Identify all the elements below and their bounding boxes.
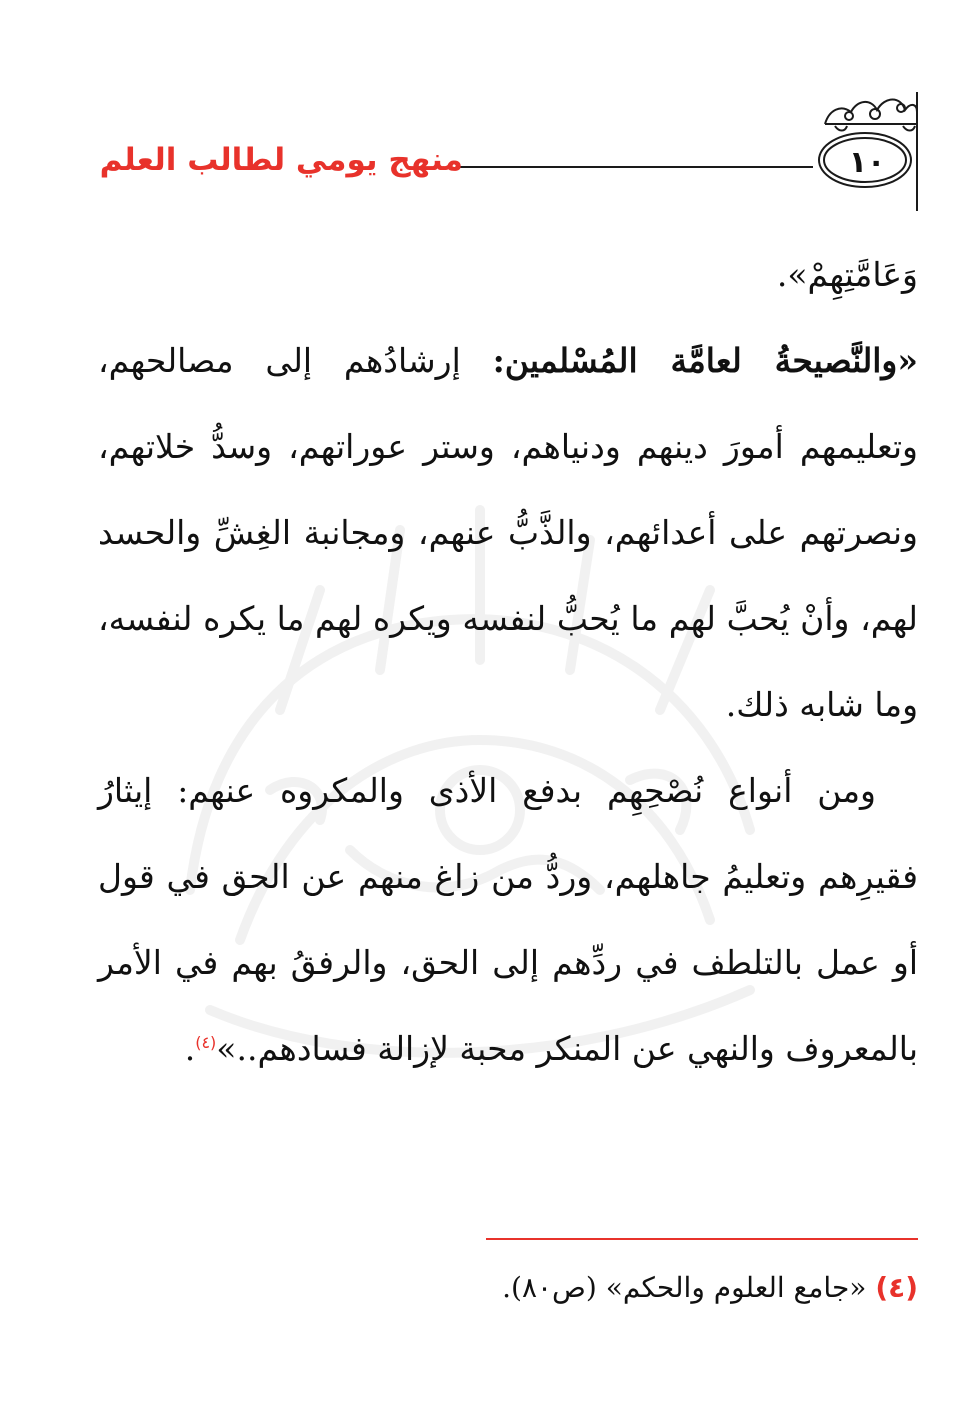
paragraph-advice-text: إرشادُهم إلى مصالحهم، وتعليمهم أمورَ دينهم ودنياهم، وستر عوراتهم، وسدُّ خلاتهم، ونصرتهم على أعدائهم، والذَّبُّ عنهم، ومجانبة الغِشِّ والحسد لهم، وأنْ يُحبَّ لهم ما يُحبُّ لنفسه ويكره لهم ما يكره لنفسه، وما شابه ذلك. (98, 341, 918, 724)
paragraph-types (98, 748, 918, 1092)
page-header (95, 86, 925, 216)
paragraph-lead: «والنَّصيحةُ لعامَّة المُسْلمين: (492, 341, 918, 380)
page-number: ١٠ (848, 144, 886, 180)
running-title: منهج يومي لطالب العلم (99, 142, 463, 178)
footnote-number: (٤) (875, 1271, 918, 1304)
footnote-rule (486, 1238, 918, 1240)
footnote-reference[interactable]: (٤) (195, 1033, 217, 1052)
paragraph-types-text: ومن أنواع نُصْحِهِم بدفع الأذى والمكروه عنهم: إيثارُ فقيرِهم وتعليمُ جاهلهم، وردُّ من زاغ منهم عن الحق في قول أو عمل بالتلطف في ردِّهم إلى الحق، والرفقُ بهم في الأمر بالمعروف والنهي عن المنكر محبة لإزالة فسادهم..» (98, 771, 918, 1068)
header-rule (458, 166, 813, 168)
carryover-line: وَعَامَّتِهِمْ». (776, 255, 918, 294)
footnote (318, 1266, 918, 1310)
paragraph-advice (98, 318, 918, 748)
paragraph-types-end: . (184, 1029, 196, 1068)
footnote-text: «جامع العلوم والحكم» (ص٨٠). (502, 1271, 876, 1304)
body-text (98, 232, 918, 1092)
